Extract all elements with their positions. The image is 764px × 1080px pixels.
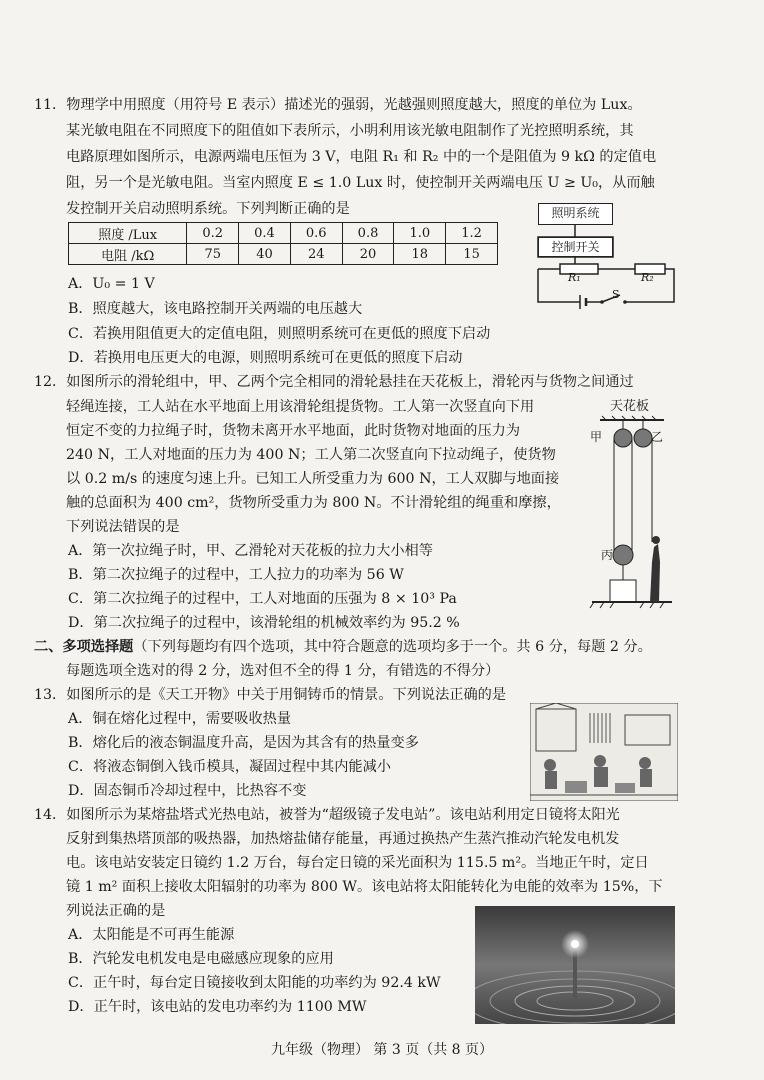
page-footer: 九年级（物理） 第 3 页（共 8 页）: [270, 1042, 494, 1058]
q11-option-d: D．若换用电压更大的电源，则照明系统可在更低的照度下启动: [68, 350, 463, 366]
table-row: [69, 244, 498, 265]
q12-line-6: 触的总面积为 400 cm²，货物所受重力为 800 N。不计滑轮组的绳重和摩擦，: [66, 495, 561, 511]
table-cell: 24: [290, 244, 342, 265]
table-cell: 15: [446, 244, 498, 265]
table-cell: 1.0: [394, 223, 446, 244]
table-cell: 40: [239, 244, 291, 265]
table-cell: 75: [187, 244, 239, 265]
table-cell: 18: [394, 244, 446, 265]
q12-line-4: 240 N，工人对地面的压力为 400 N；工人第二次竖直向下拉动绳子，使货物: [66, 447, 556, 463]
section-2-desc-2: 每题选项全选对的得 2 分，选对但不全的得 1 分，有错选的不得分）: [66, 663, 500, 679]
solar-tower-photo: [475, 906, 675, 1024]
table-cell: 1.2: [446, 223, 498, 244]
q11-line-5: 发控制开关启动照明系统。下列判断正确的是: [66, 201, 350, 217]
table-cell: 电阻 /kΩ: [69, 244, 187, 265]
q12-option-b: B．第二次拉绳子的过程中，工人拉力的功率为 56 W: [68, 567, 404, 583]
q11-line-4: 阻，另一个是光敏电阻。当室内照度 E ≤ 1.0 Lux 时，使控制开关两端电压 U ≥ U₀，从而触: [66, 175, 655, 191]
q12-line-5: 以 0.2 m/s 的速度匀速上升。已知工人所受重力为 600 N，工人双脚与地面接: [66, 471, 560, 487]
q13-stem: 13．如图所示的是《天工开物》中关于用铜铸币的情景。下列说法正确的是: [34, 687, 507, 703]
pulley-jia-label: 甲: [590, 430, 603, 444]
r1-label: R₁: [568, 271, 581, 284]
q12-option-a: A．第一次拉绳子时，甲、乙滑轮对天花板的拉力大小相等: [68, 543, 433, 559]
ceiling-label: 天花板: [610, 399, 650, 414]
coin-casting-illustration: [530, 703, 678, 801]
q12-option-c: C．第二次拉绳子的过程中，工人对地面的压强为 8 × 10³ Pa: [68, 591, 457, 607]
q13-option-b: B．熔化后的液态铜温度升高，是因为其含有的热量变多: [68, 735, 419, 751]
q13-option-c: C．将液态铜倒入钱币模具，凝固过程中其内能减小: [68, 759, 391, 775]
q12-line-7: 下列说法错误的是: [66, 519, 180, 535]
q11-option-a: A．U₀ = 1 V: [68, 276, 155, 292]
q14-line-4: 镜 1 m² 面积上接收太阳辐射的功率为 800 W。该电站将太阳能转化为电能的效率为 15%，下: [66, 879, 663, 895]
q14-option-a: A．太阳能是不可再生能源: [68, 927, 235, 943]
q12-line-1: 12．如图所示的滑轮组中，甲、乙两个完全相同的滑轮悬挂在天花板上，滑轮丙与货物之间通过: [34, 374, 634, 390]
switch-s-label: S: [612, 288, 620, 301]
q11-line-3: 电路原理如图所示，电源两端电压恒为 3 V，电阻 R₁ 和 R₂ 中的一个是阻值为 9 kΩ 的定值电: [66, 149, 657, 165]
q14-option-d: D．正午时，该电站的发电功率约为 1100 MW: [68, 999, 367, 1015]
q13-option-d: D．固态铜币冷却过程中，比热容不变: [68, 783, 307, 799]
q12-option-d: D．第二次拉绳子的过程中，该滑轮组的机械效率约为 95.2 %: [68, 615, 460, 631]
q14-option-b: B．汽轮发电机发电是电磁感应现象的应用: [68, 951, 334, 967]
q12-line-2: 轻绳连接，工人站在水平地面上用该滑轮组提货物。工人第一次竖直向下用: [66, 399, 535, 415]
q14-line-1: 14．如图所示为某熔盐塔式光热电站，被誉为“超级镜子发电站”。该电站利用定日镜将太阳光: [34, 807, 620, 823]
q12-line-3: 恒定不变的力拉绳子时，货物未离开水平地面，此时货物对地面的压力为: [66, 423, 521, 439]
q11-line-1: 11．物理学中用照度（用符号 E 表示）描述光的强弱，光越强则照度越大，照度的单位为 Lux。: [34, 97, 642, 113]
lighting-system-box: 照明系统: [538, 203, 613, 225]
q11-line-2: 某光敏电阻在不同照度下的阻值如下表所示，小明利用该光敏电阻制作了光控照明系统，其: [66, 123, 634, 139]
q11-option-b: B．照度越大，该电路控制开关两端的电压越大: [68, 301, 363, 317]
q11-option-c: C．若换用阻值更大的定值电阻，则照明系统可在更低的照度下启动: [68, 326, 491, 342]
illuminance-table: [68, 222, 498, 265]
control-switch-box: 控制开关: [538, 237, 613, 257]
table-cell: 0.6: [290, 223, 342, 244]
section-2-desc-1: （下列每题均有四个选项，其中符合题意的选项均多于一个。共 6 分，每题 2 分。: [133, 639, 652, 655]
table-cell: 0.4: [239, 223, 291, 244]
r2-label: R₂: [641, 271, 654, 284]
table-cell: 20: [342, 244, 394, 265]
table-cell: 0.8: [342, 223, 394, 244]
pulley-yi-label: 乙: [651, 430, 664, 444]
pulley-bing-label: 丙: [601, 548, 614, 562]
section-2-title: 二、多项选择题: [34, 639, 134, 655]
q14-option-c: C．正午时，每台定日镜接收到太阳能的功率约为 92.4 kW: [68, 975, 441, 991]
q14-line-2: 反射到集热塔顶部的吸热器，加热熔盐储存能量，再通过换热产生蒸汽推动汽轮发电机发: [66, 831, 620, 847]
table-cell: 0.2: [187, 223, 239, 244]
section-2-heading: [34, 635, 652, 659]
q14-line-3: 电。该电站安装定日镜约 1.2 万台，每台定日镜的采光面积为 115.5 m²。当地正午时，定日: [66, 855, 649, 871]
q13-option-a: A．铜在熔化过程中，需要吸收热量: [68, 711, 292, 727]
q14-line-5: 列说法正确的是: [66, 903, 166, 919]
table-row: [69, 223, 498, 244]
table-cell: 照度 /Lux: [69, 223, 187, 244]
